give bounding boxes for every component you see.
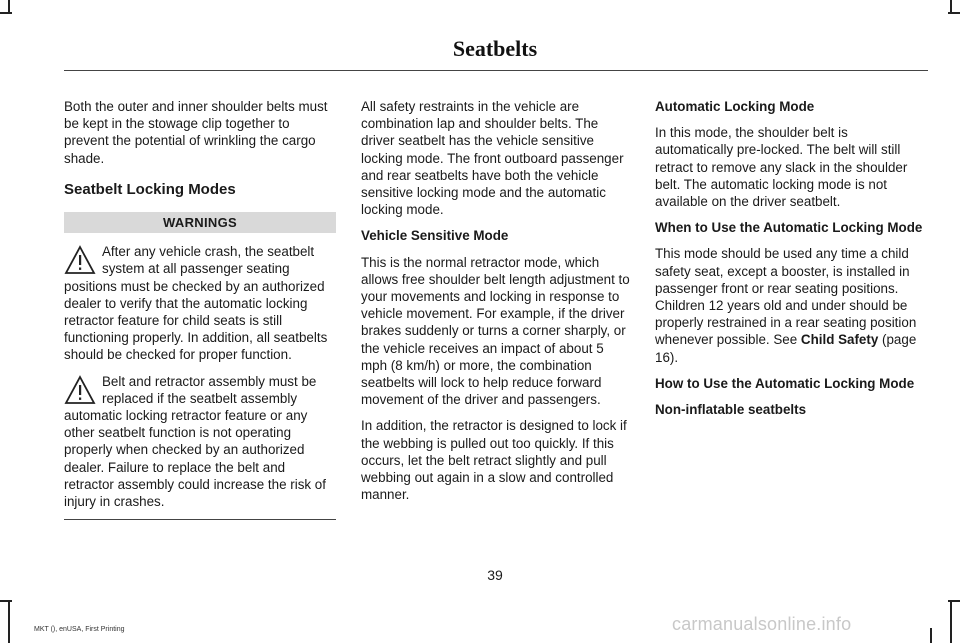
crop-mark	[950, 0, 952, 12]
crop-mark	[948, 600, 960, 602]
when-to-use-text: This mode should be used any time a child safety seat, except a booster, is installed in passenger front or rear seating positions. Children 12 years old and under should be properly restrained in a rear seating position whenever possible. See	[655, 246, 917, 348]
warning-2-text: Belt and retractor assembly must be replaced if the seatbelt assembly automatic locking retractor feature or any other seatbelt function is not operating properly when checked by an authorized dealer. Failure to replace the belt and retractor assembly could increase the risk of injury in crashes.	[64, 373, 326, 510]
when-to-use-paragraph	[655, 245, 927, 365]
how-to-use-heading: How to Use the Automatic Locking Mode	[655, 375, 915, 391]
non-inflatable-heading: Non-inflatable seatbelts	[655, 402, 807, 418]
crop-mark	[948, 12, 960, 14]
crop-mark	[930, 628, 932, 643]
warning-2	[64, 373, 336, 511]
retractor-paragraph: In addition, the retractor is designed to lock if the webbing is pulled out too quickly. If this occurs, let the belt retract slightly and pull webbing out again in a slow and controlled manner.	[361, 418, 627, 503]
automatic-locking-paragraph: In this mode, the shoulder belt is automatically pre-locked. The belt will still retract to remove any slack in the shoulder belt. The automatic locking mode is not available on the driver seatbelt.	[655, 125, 908, 210]
warning-1-text: After any vehicle crash, the seatbelt system at all passenger seating positions must be checked by an authorized dealer to verify that the automatic locking retractor feature for child seats is still functioning properly. In addition, all seatbelts should be checked for proper function.	[64, 244, 328, 363]
crop-mark	[0, 600, 12, 602]
column-3	[655, 98, 927, 427]
vehicle-sensitive-heading: Vehicle Sensitive Mode	[361, 228, 509, 244]
edition-note: MKT (), enUSA, First Printing	[34, 626, 125, 633]
vehicle-sensitive-paragraph: This is the normal retractor mode, which allows free shoulder belt length adjustment to your movements and locking in response to vehicle movement. For example, if the driver brakes suddenly or turns a corner sharply, or the vehicle receives an impact of about 5 mph (8 km/h) or more, the combination seatbelts will lock to help reduce forward movement of the driver and passengers.	[361, 254, 630, 408]
crop-mark	[950, 600, 952, 643]
crop-mark	[0, 12, 12, 14]
intro-paragraph: Both the outer and inner shoulder belts must be kept in the stowage clip together to prevent the potential of wrinkling the cargo shade.	[64, 99, 328, 166]
child-safety-link[interactable]: Child Safety	[800, 332, 879, 348]
page-number: 39	[487, 567, 503, 583]
page-title: Seatbelts	[452, 36, 538, 61]
watermark: carmanualsonline.info	[672, 614, 852, 634]
crop-mark	[8, 0, 10, 12]
warning-triangle-icon	[64, 375, 96, 405]
section-title: Seatbelt Locking Modes	[64, 180, 236, 198]
when-to-use-heading: When to Use the Automatic Locking Mode	[655, 220, 923, 236]
warnings-heading: WARNINGS	[64, 212, 336, 233]
automatic-locking-heading: Automatic Locking Mode	[655, 99, 815, 114]
column-1	[64, 98, 336, 520]
restraints-paragraph: All safety restraints in the vehicle are combination lap and shoulder belts. The driver seatbelt has the vehicle sensitive locking mode. The front outboard passenger and rear seatbelts have both the vehicle sensitive locking mode and the automatic locking mode.	[361, 99, 624, 218]
warnings-end-rule	[64, 519, 336, 520]
warning-1	[64, 243, 336, 363]
page-reference: (page 16).	[655, 332, 917, 365]
column-2	[361, 98, 633, 512]
title-rule	[64, 70, 928, 71]
warning-triangle-icon	[64, 245, 96, 275]
crop-mark	[8, 600, 10, 643]
